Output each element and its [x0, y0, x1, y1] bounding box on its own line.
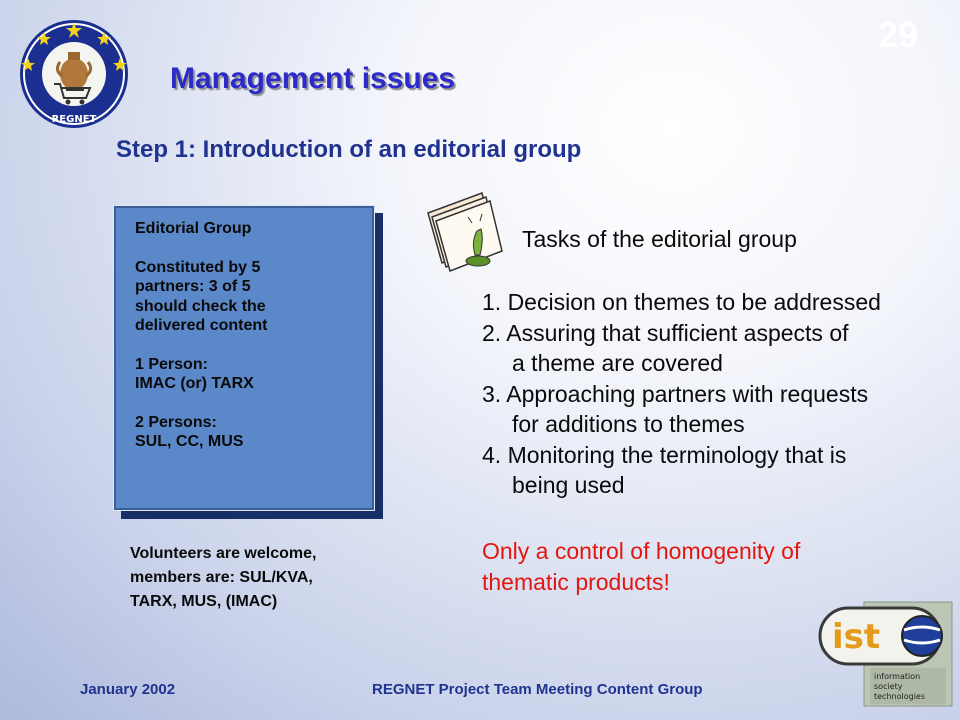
slide-number: 29 [877, 14, 918, 55]
homogenity-note [482, 536, 922, 598]
editorial-heading: Editorial Group [135, 220, 252, 237]
svg-text:technologies: technologies [874, 692, 925, 701]
constituted-line: Constituted by 5 [135, 258, 261, 276]
volunteers-line: TARX, MUS, (IMAC) [130, 593, 278, 610]
task-item: 3. Approaching partners with requests [482, 380, 869, 407]
two-persons-label: 2 Persons: [135, 413, 217, 431]
volunteers-line: members are: SUL/KVA, [130, 569, 313, 586]
editorial-group-box [113, 205, 375, 511]
volunteers-text [130, 542, 410, 614]
volunteers-line: Volunteers are welcome, [130, 545, 317, 562]
ist-logo [818, 600, 958, 710]
task-item-continuation: a theme are covered [512, 350, 723, 376]
svg-text:society: society [874, 682, 903, 691]
footer-text: REGNET Project Team Meeting Content Group [372, 681, 703, 698]
tasks-heading: Tasks of the editorial group [522, 226, 797, 252]
one-person-value: IMAC (or) TARX [135, 375, 254, 392]
note-line: Only a control of homogenity of [482, 538, 801, 564]
constituted-line: partners: 3 of 5 [135, 278, 251, 295]
two-persons-value: SUL, CC, MUS [135, 433, 244, 450]
slide-subtitle: Step 1: Introduction of an editorial group [116, 136, 582, 163]
note-line: thematic products! [482, 569, 670, 595]
svg-text:REGNET: REGNET [51, 114, 97, 125]
footer-date: January 2002 [80, 681, 176, 698]
svg-text:ist: ist [832, 617, 881, 657]
task-item-continuation: being used [512, 472, 625, 498]
svg-text:information: information [874, 672, 921, 681]
constituted-line: delivered content [135, 317, 268, 334]
task-item-continuation: for additions to themes [512, 411, 745, 437]
one-person-label: 1 Person: [135, 355, 208, 373]
folder-hand-icon [420, 183, 510, 273]
task-item: 1. Decision on themes to be addressed [482, 289, 881, 315]
task-item: 2. Assuring that sufficient aspects of [482, 319, 849, 346]
regnet-logo [18, 18, 130, 130]
constituted-line: should check the [135, 297, 266, 315]
task-list [482, 287, 952, 501]
slide-title: Management issues [170, 62, 456, 95]
task-item: 4. Monitoring the terminology that is [482, 441, 847, 468]
